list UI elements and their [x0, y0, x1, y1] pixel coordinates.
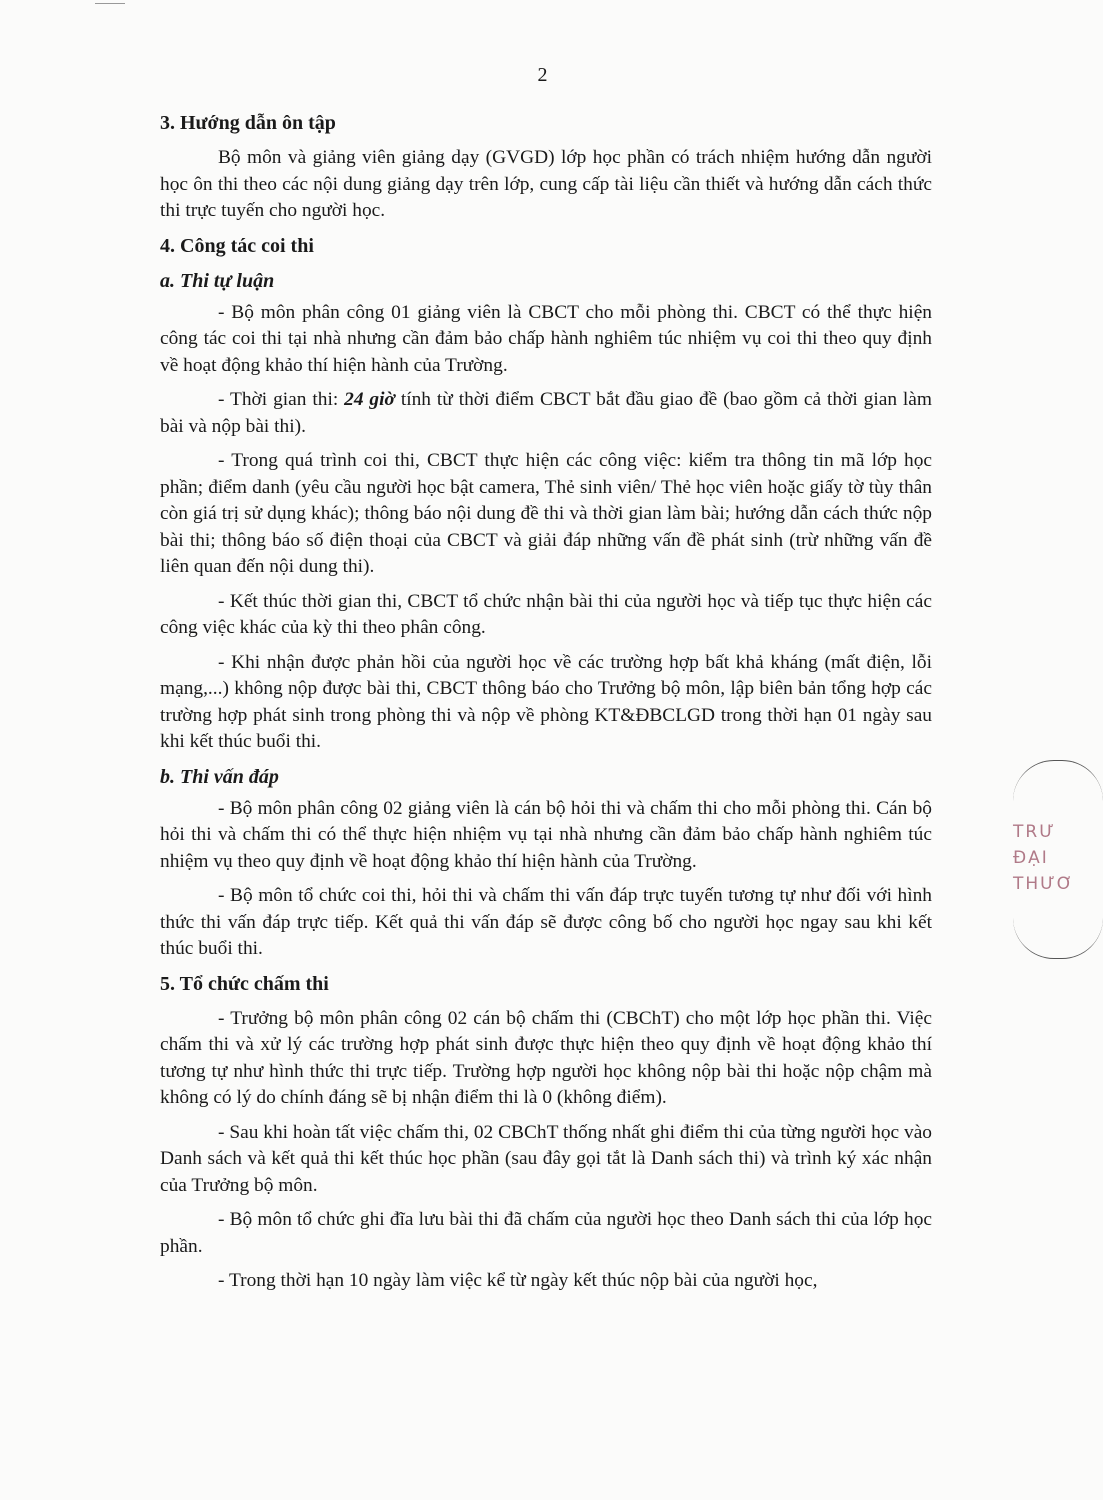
official-stamp	[1005, 760, 1075, 960]
stamp-text-line-2: ĐẠI	[1013, 848, 1049, 868]
section-3-paragraph: Bộ môn và giảng viên giảng dạy (GVGD) lớp học phần có trách nhiệm hướng dẫn người học ôn thi theo các nội dung giảng dạy trên lớp, cung cấp tài liệu cần thiết và hướng dẫn cách thức thi trực tuyến cho người học.	[160, 147, 932, 221]
scan-mark	[95, 3, 125, 4]
section-3-heading: 3. Hướng dẫn ôn tập	[160, 112, 336, 134]
document-body	[160, 110, 932, 1303]
stamp-text-line-1: TRƯ	[1013, 822, 1056, 842]
section-5-paragraph-4: - Trong thời hạn 10 ngày làm việc kể từ ngày kết thúc nộp bài của người học,	[218, 1270, 818, 1291]
section-4a-paragraph-3: - Trong quá trình coi thi, CBCT thực hiện các công việc: kiểm tra thông tin mã lớp học phần; điểm danh (yêu cầu người học bật camera, Thẻ sinh viên/ Thẻ học viên hoặc giấy tờ tùy thân còn giá trị sử dụng khác); thông báo nội dung đề thi và thời gian làm bài; hướng dẫn cách thức nộp bài thi; thông báo số điện thoại của CBCT và giải đáp những vấn đề phát sinh (trừ những vấn đề liên quan đến nội dung thi).	[160, 450, 932, 577]
section-4a-paragraph-1: - Bộ môn phân công 01 giảng viên là CBCT cho mỗi phòng thi. CBCT có thể thực hiện công tác coi thi tại nhà nhưng cần đảm bảo chấp hành nghiêm túc nhiệm vụ coi thi theo quy định về hoạt động khảo thí hiện hành của Trường.	[160, 301, 932, 376]
subsection-b-heading: b. Thi vấn đáp	[160, 765, 279, 788]
section-4b-paragraph-2: - Bộ môn tổ chức coi thi, hỏi thi và chấm thi vấn đáp trực tuyến tương tự như đối với hình thức thi vấn đáp trực tiếp. Kết quả thi vấn đáp sẽ được công bố cho người học ngay sau khi kết thúc buổi thi.	[160, 885, 932, 959]
section-4a-paragraph-4: - Kết thúc thời gian thi, CBCT tổ chức nhận bài thi của người học và tiếp tục thực hiện các công việc khác của kỳ thi theo phân công.	[160, 590, 932, 638]
exam-duration: 24 giờ	[344, 389, 395, 410]
exam-time-label: - Thời gian thi:	[218, 389, 345, 410]
page-number: 2	[537, 64, 548, 86]
stamp-arc-top	[1013, 760, 1103, 801]
section-5-paragraph-2: - Sau khi hoàn tất việc chấm thi, 02 CBChT thống nhất ghi điểm thi của từng người học vào Danh sách và kết quả thi kết thúc học phần (sau đây gọi tắt là Danh sách thi) và trình ký xác nhận của Trưởng bộ môn.	[160, 1121, 932, 1196]
stamp-arc-bottom	[1013, 918, 1103, 959]
section-5-paragraph-1: - Trưởng bộ môn phân công 02 cán bộ chấm thi (CBChT) cho một lớp học phần thi. Việc chấm thi và xử lý các trường hợp phát sinh được thực hiện theo quy định về hoạt động khảo thí tương tự như hình thức thi trực tiếp. Trường hợp người học không nộp bài thi hoặc nộp chậm mà không có lý do chính đáng sẽ bị nhận điểm thi là 0 (không điểm).	[160, 1007, 932, 1108]
section-5-heading: 5. Tổ chức chấm thi	[160, 972, 329, 995]
section-4a-paragraph-2	[160, 387, 932, 440]
section-5-paragraph-3: - Bộ môn tổ chức ghi đĩa lưu bài thi đã chấm của người học theo Danh sách thi của lớp học phần.	[160, 1209, 932, 1257]
subsection-a-heading: a. Thi tự luận	[160, 269, 275, 292]
section-4a-paragraph-5: - Khi nhận được phản hồi của người học về các trường hợp bất khả kháng (mất điện, lỗi mạng,...) không nộp được bài thi, CBCT thông báo cho Trưởng bộ môn, lập biên bản tổng hợp các trường hợp phát sinh trong phòng thi và nộp về phòng KT&ĐBCLGD trong thời hạn 01 ngày sau khi kết thúc buổi thi.	[160, 651, 932, 752]
stamp-text-line-3: THƯƠ	[1013, 874, 1075, 894]
section-4-heading: 4. Công tác coi thi	[160, 234, 314, 257]
exam-time-text: tính từ thời điểm CBCT bắt đầu giao đề (bao gồm cả thời gian làm bài và nộp bài thi).	[160, 389, 932, 437]
section-4b-paragraph-1: - Bộ môn phân công 02 giảng viên là cán bộ hỏi thi và chấm thi cho mỗi phòng thi. Cán bộ hỏi thi và chấm thi có thể thực hiện nhiệm vụ tại nhà nhưng cần đảm bảo chấp hành nghiêm túc nhiệm vụ theo quy định về hoạt động khảo thí hiện hành của Trường.	[160, 797, 932, 872]
